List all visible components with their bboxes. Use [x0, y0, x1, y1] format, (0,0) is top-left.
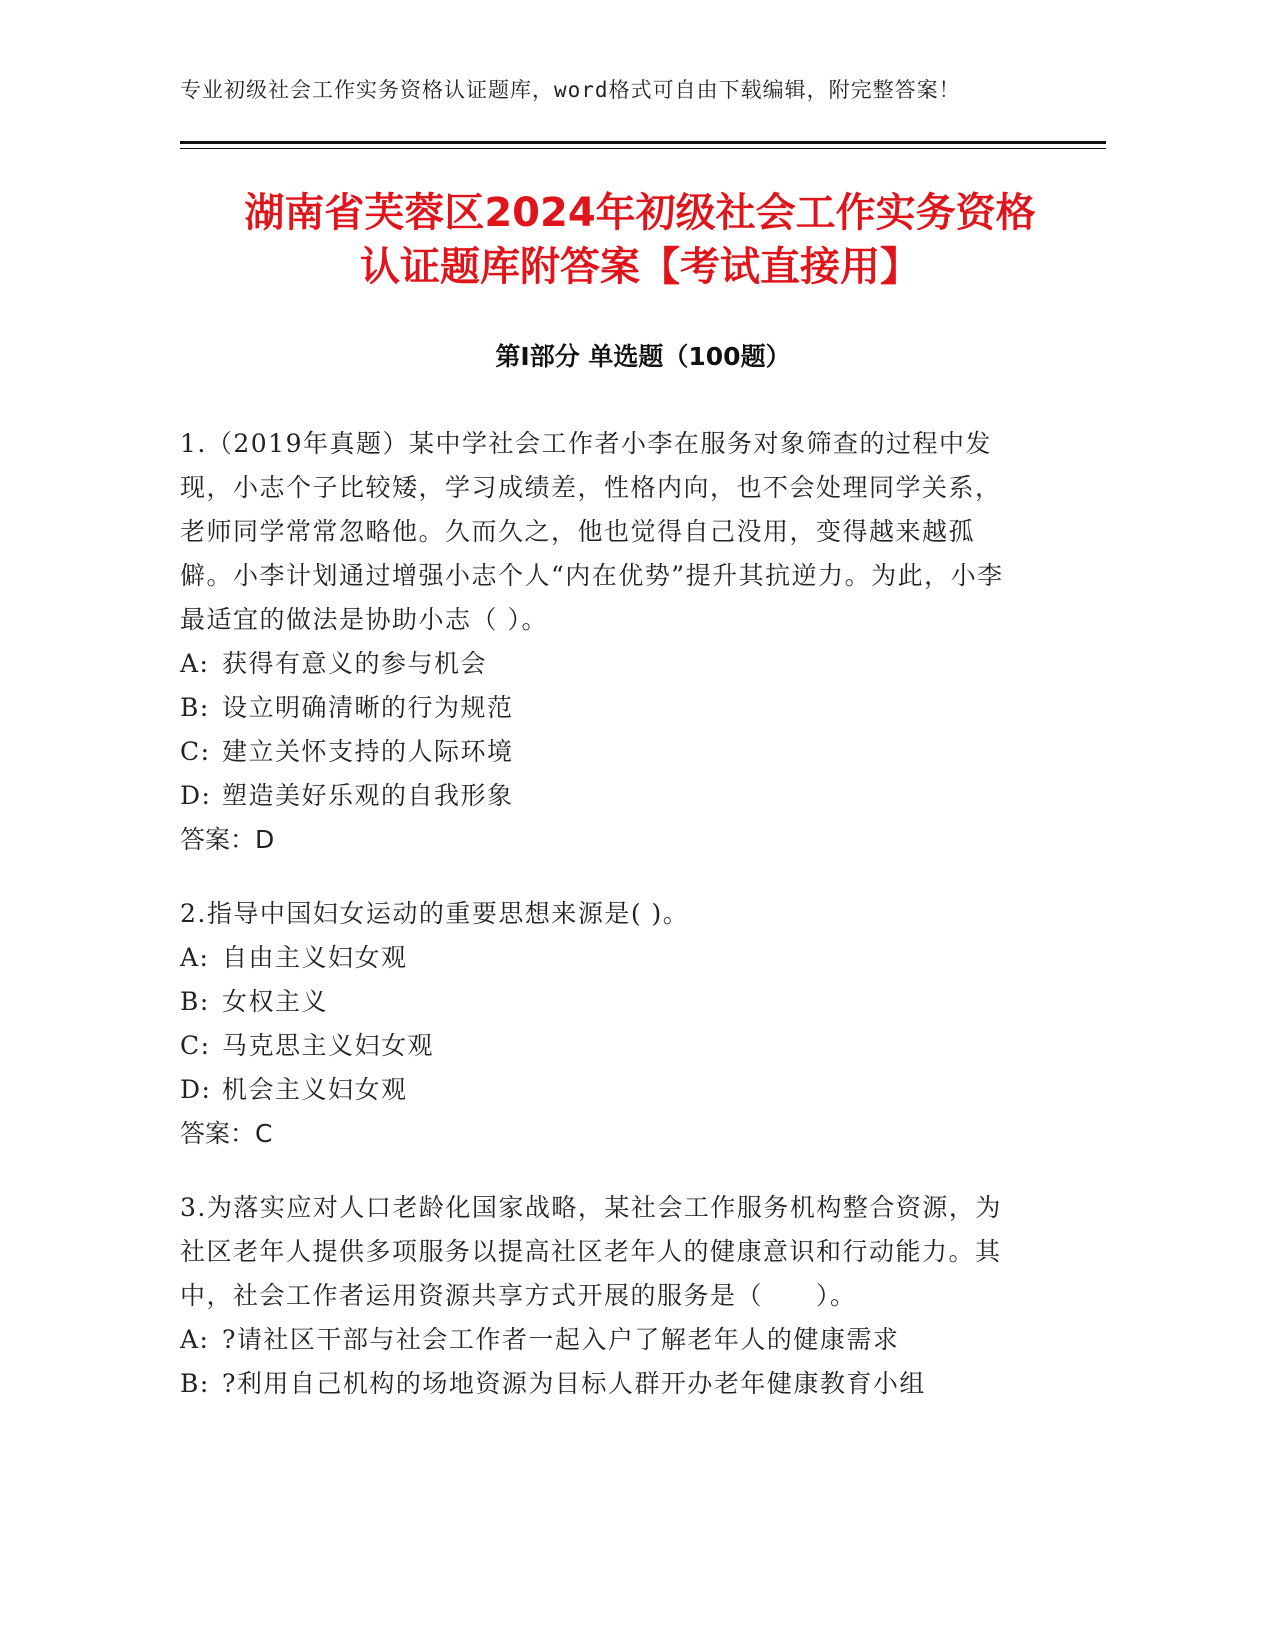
option-d: [180, 1068, 1020, 1112]
option-a: [180, 1318, 1020, 1362]
question-1: [180, 422, 1020, 862]
option-key: A:: [180, 649, 210, 678]
question-2: [180, 892, 1020, 1156]
option-text: ?请社区干部与社会工作者一起入户了解老年人的健康需求: [222, 1325, 900, 1354]
question-3: [180, 1186, 1020, 1406]
option-key: B:: [180, 1369, 210, 1398]
header-note: 专业初级社会工作实务资格认证题库，word格式可自由下载编辑，附完整答案！: [180, 78, 961, 102]
option-c: [180, 1024, 1020, 1068]
question-stem: 3.为落实应对人口老龄化国家战略，某社会工作服务机构整合资源，为社区老年人提供多项服务以提高社区老年人的健康意识和行动能力。其中，社会工作者运用资源共享方式开展的服务是（ ）。: [180, 1193, 1002, 1310]
option-text: 塑造美好乐观的自我形象: [222, 781, 514, 810]
option-b: [180, 1362, 1020, 1406]
option-key: C:: [180, 737, 211, 766]
option-key: D:: [180, 1075, 212, 1104]
option-d: [180, 774, 1020, 818]
question-stem: 2.指导中国妇女运动的重要思想来源是( )。: [180, 899, 690, 928]
option-text: 设立明确清晰的行为规范: [222, 693, 514, 722]
document-title-line2: 认证题库附答案【考试直接用】: [360, 244, 920, 290]
option-key: C:: [180, 1031, 211, 1060]
option-a: [180, 642, 1020, 686]
option-text: ?利用自己机构的场地资源为目标人群开办老年健康教育小组: [222, 1369, 926, 1398]
header-divider-thin: [180, 148, 1106, 149]
document-title-line1: 湖南省芙蓉区2024年初级社会工作实务资格: [244, 190, 1036, 236]
option-text: 获得有意义的参与机会: [222, 649, 488, 678]
option-text: 女权主义: [222, 987, 329, 1016]
option-a: [180, 936, 1020, 980]
option-c: [180, 730, 1020, 774]
option-b: [180, 980, 1020, 1024]
option-key: A:: [180, 943, 210, 972]
document-title: [140, 186, 1140, 294]
option-key: D:: [180, 781, 212, 810]
question-list: [180, 422, 1020, 1436]
section-heading: 第Ⅰ部分 单选题（100题）: [495, 342, 791, 371]
answer: 答案：D: [180, 825, 275, 854]
option-text: 机会主义妇女观: [222, 1075, 408, 1104]
option-b: [180, 686, 1020, 730]
option-text: 马克思主义妇女观: [222, 1031, 435, 1060]
answer: 答案：C: [180, 1119, 273, 1148]
option-key: B:: [180, 693, 210, 722]
question-stem: 1.（2019年真题）某中学社会工作者小李在服务对象筛查的过程中发现，小志个子比较矮，学习成绩差，性格内向，也不会处理同学关系，老师同学常常忽略他。久而久之，他也觉得自己没用，变得越来越孤僻。小李计划通过增强小志个人“内在优势”提升其抗逆力。为此，小李最适宜的做法是协助小志（ ）。: [180, 429, 1004, 634]
option-text: 建立关怀支持的人际环境: [222, 737, 514, 766]
header-divider-thick: [180, 141, 1106, 144]
option-text: 自由主义妇女观: [222, 943, 408, 972]
option-key: A:: [180, 1325, 210, 1354]
option-key: B:: [180, 987, 210, 1016]
